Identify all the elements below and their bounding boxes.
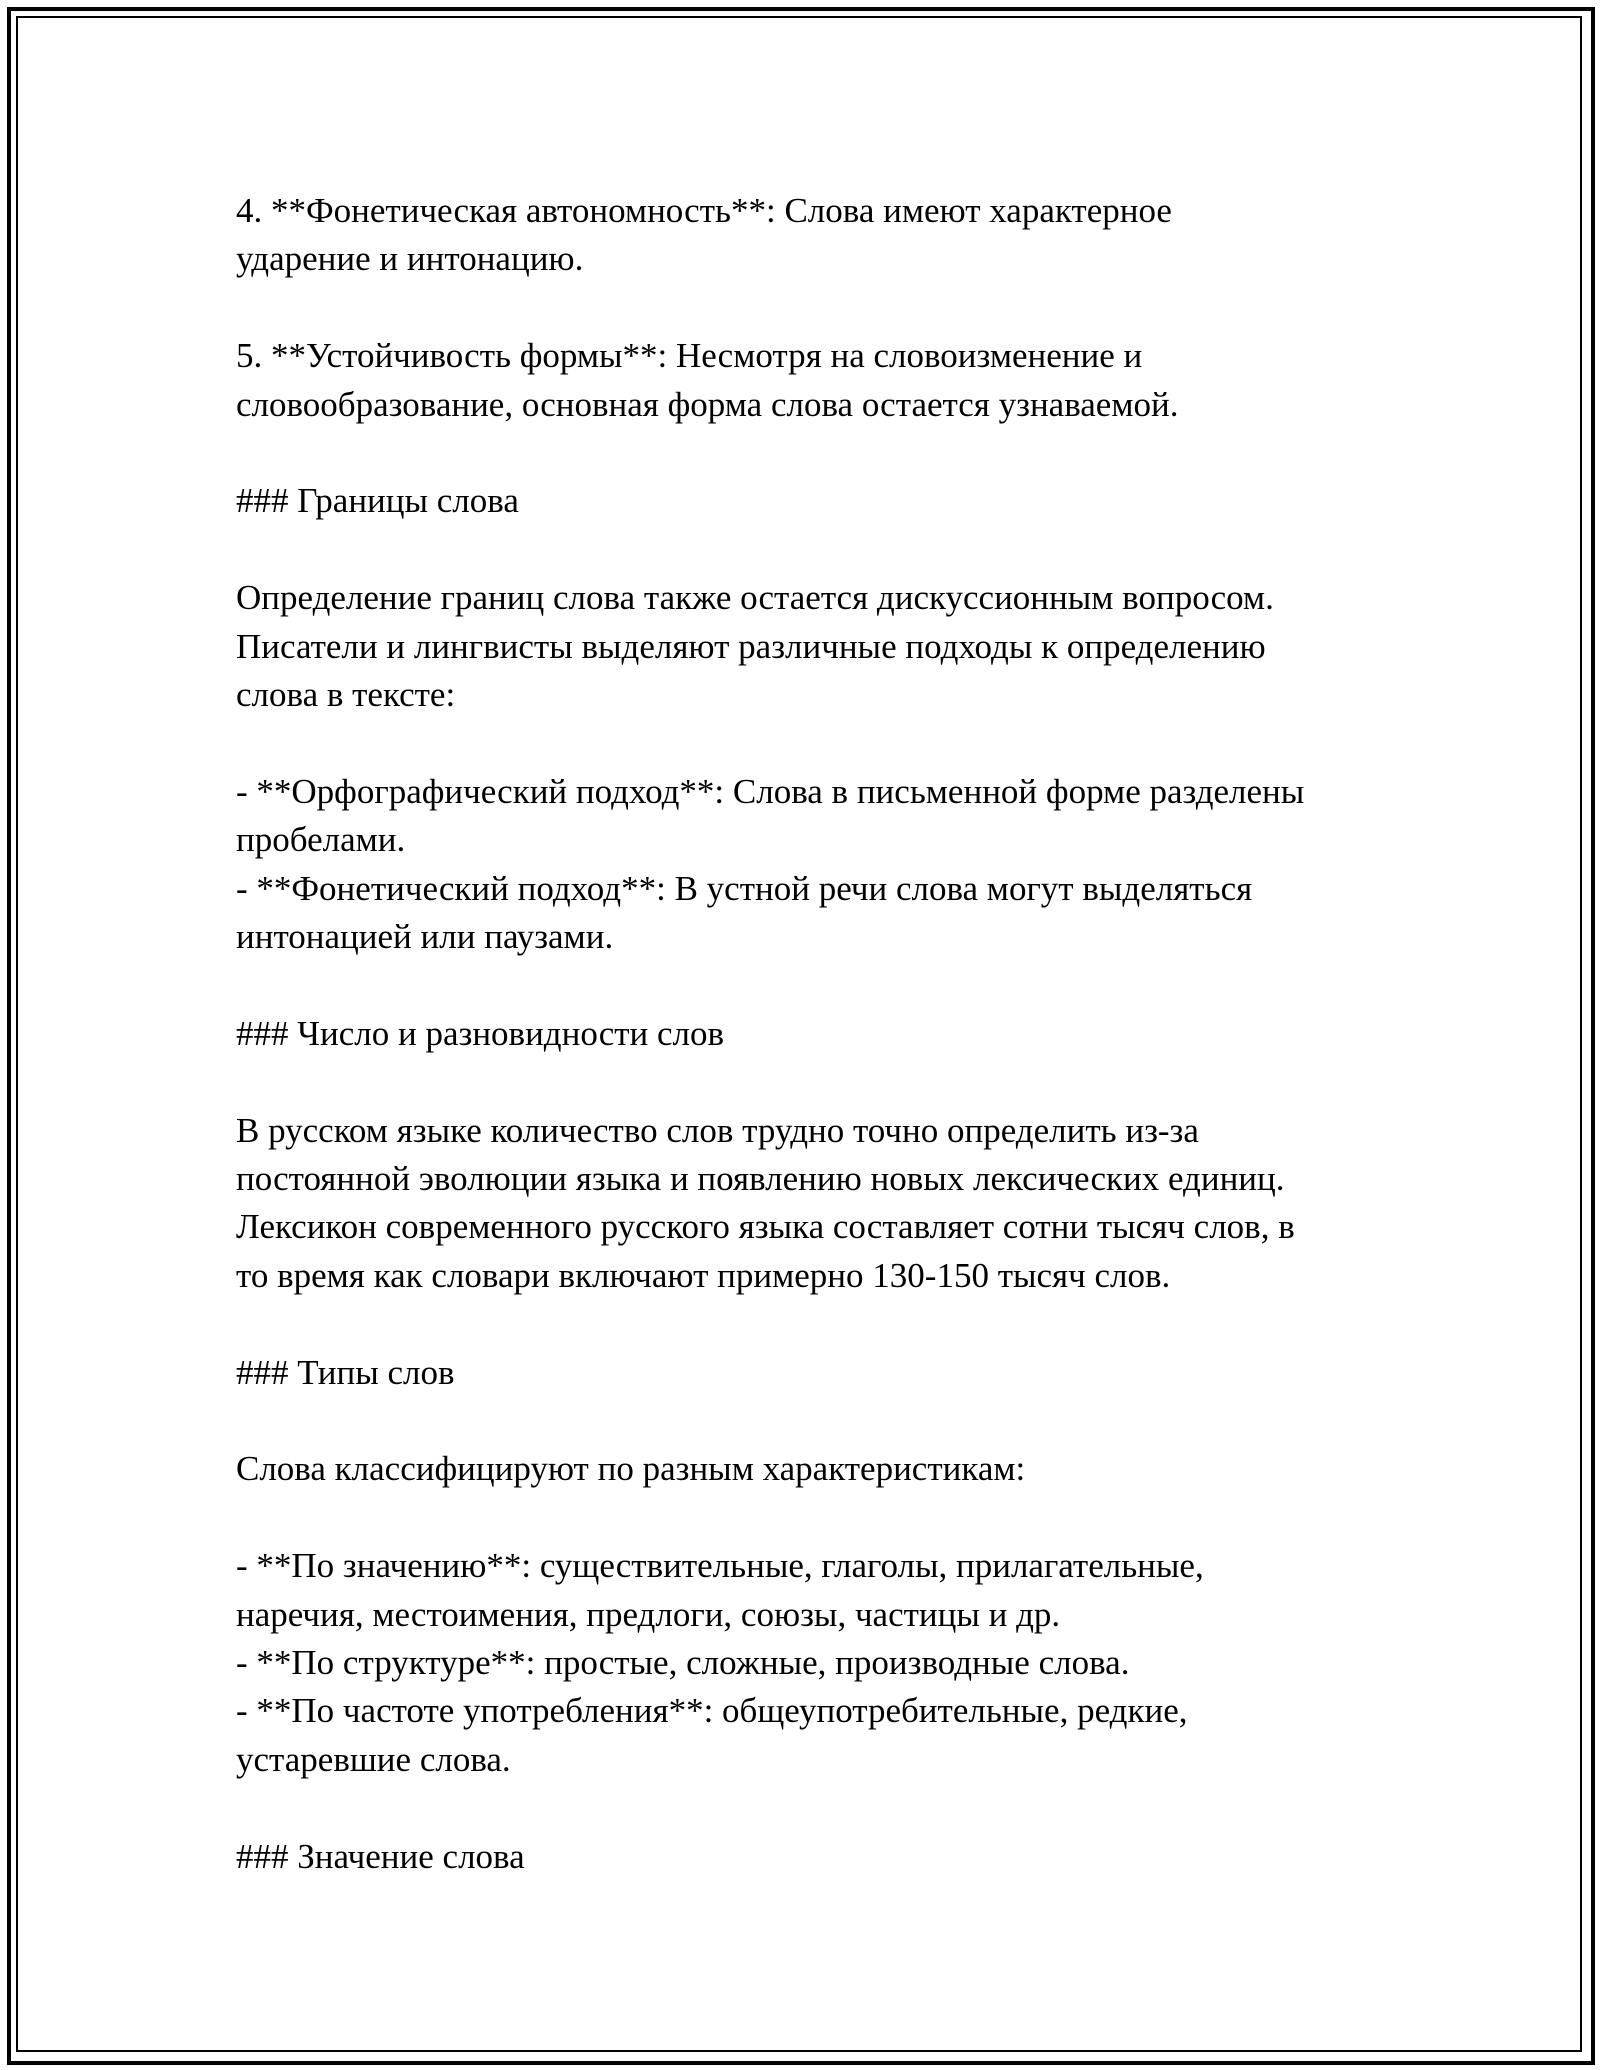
heading-text: ### Число и разновидности слов [236,1013,725,1053]
paragraph-gap [236,1058,1386,1106]
text-line: слова в тексте: [236,675,456,715]
heading-text: ### Значение слова [236,1836,525,1876]
list-item-form-stability [236,332,1386,429]
text-line: 4. **Фонетическая автономность**: Слова имеют характерное [236,191,1172,230]
text-line: - **По структуре**: простые, сложные, производные слова. [236,1643,1130,1683]
paragraph-gap [236,1494,1386,1542]
text-line: 5. **Устойчивость формы**: Несмотря на словоизменение и [236,336,1143,376]
paragraph-gap [236,719,1386,767]
paragraph-gap [236,284,1386,332]
text-line: постоянной эволюции языка и появлению новых лексических единиц. [236,1159,1285,1199]
text-line: Слова классифицируют по разным характеристикам: [236,1449,1026,1489]
text-line: наречия, местоимения, предлоги, союзы, частицы и др. [236,1594,1061,1634]
list-item-phonetic-autonomy [236,187,1386,284]
text-line: пробелами. [236,820,406,860]
document-body [236,187,1386,1881]
heading-text: ### Типы слов [236,1352,455,1392]
paragraph-gap [236,1397,1386,1445]
section-heading-word-types [236,1349,1386,1397]
text-line: интонацией или паузами. [236,917,614,957]
paragraph-boundaries-intro [236,574,1386,719]
text-line: Определение границ слова также остается дискуссионным вопросом. [236,578,1274,618]
text-line: - **По частоте употребления**: общеупотребительные, редкие, [236,1691,1188,1731]
section-heading-word-meaning [236,1833,1386,1881]
text-line: Писатели и лингвисты выделяют различные подходы к определению [236,626,1266,666]
text-line: - **По значению**: существительные, глаголы, прилагательные, [236,1546,1204,1586]
section-heading-word-boundaries [236,477,1386,525]
text-line: словообразование, основная форма слова остается узнаваемой. [236,384,1179,424]
heading-text: ### Границы слова [236,481,519,521]
paragraph-gap [236,961,1386,1009]
text-line: Лексикон современного русского языка составляет сотни тысяч слов, в [236,1207,1295,1247]
section-heading-word-count [236,1010,1386,1058]
text-line: устаревшие слова. [236,1739,511,1779]
paragraph-gap [236,1300,1386,1348]
text-line: - **Орфографический подход**: Слова в письменной форме разделены [236,771,1305,811]
paragraph-classification-intro [236,1445,1386,1493]
text-line: - **Фонетический подход**: В устной речи слова могут выделяться [236,868,1253,908]
text-line: то время как словари включают примерно 130-150 тысяч слов. [236,1255,1171,1295]
paragraph-gap [236,1784,1386,1832]
paragraph-gap [236,526,1386,574]
paragraph-word-count [236,1107,1386,1301]
text-line: В русском языке количество слов трудно точно определить из-за [236,1110,1199,1150]
paragraph-gap [236,429,1386,477]
list-approaches [236,768,1386,962]
list-classifications [236,1542,1386,1784]
text-line: ударение и интонацию. [236,239,584,279]
